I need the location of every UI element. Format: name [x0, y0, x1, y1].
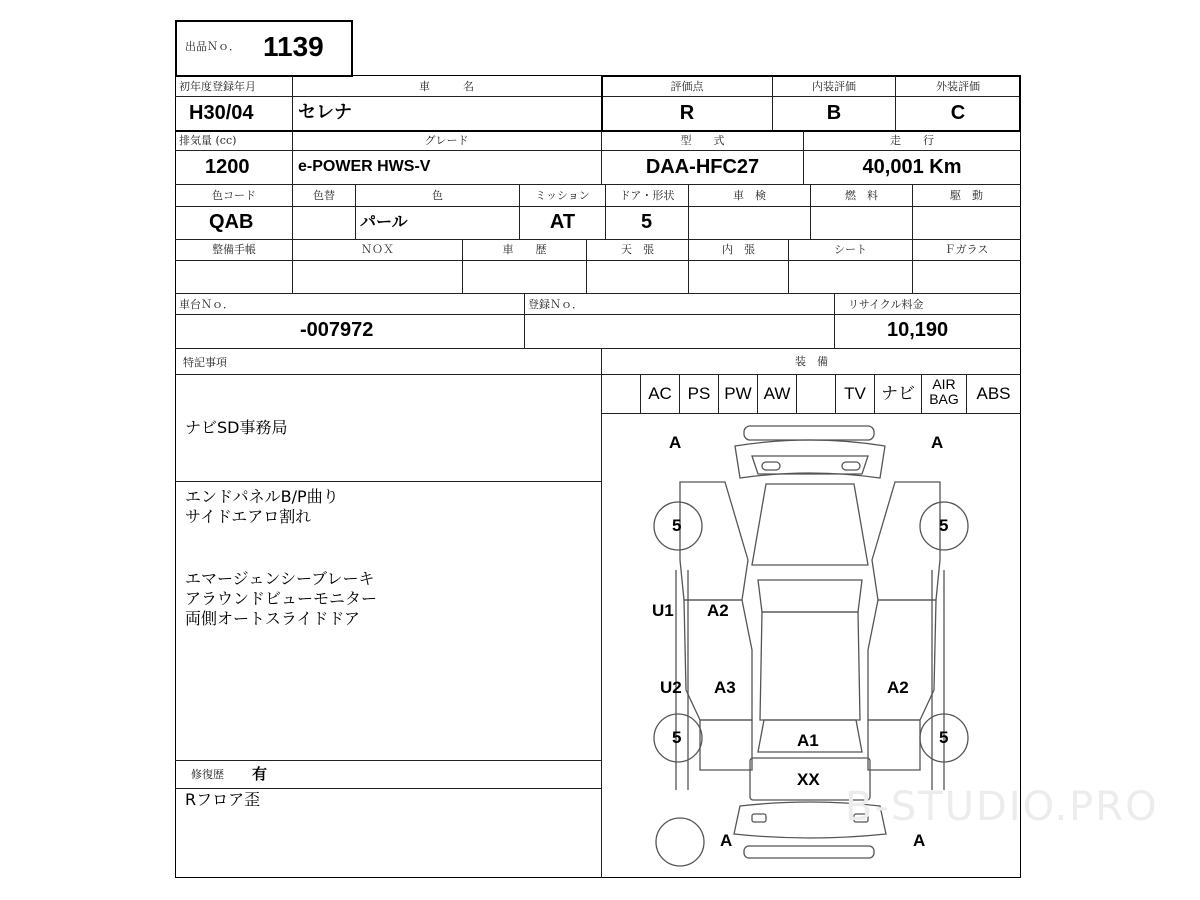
- remarks-line-5: アラウンドビューモニター: [185, 589, 378, 608]
- repair-label: 修復歴: [191, 768, 224, 781]
- door-shape-label: ドア・形状: [619, 189, 675, 202]
- reg-year-label: 初年度登録年月: [179, 80, 256, 93]
- mark-left-rear-door: U2: [660, 678, 682, 697]
- door-shape-value: 5: [641, 211, 653, 233]
- mark-left-rear-wheel: 5: [672, 728, 682, 747]
- color-code-value: QAB: [209, 211, 254, 233]
- mark-front-left: A: [669, 433, 682, 452]
- mark-left-rear-door-2: A3: [714, 678, 736, 697]
- fuel-label: 燃 料: [845, 189, 878, 202]
- ceiling-label: 天 張: [621, 243, 654, 256]
- remarks-line-4: エマージェンシーブレーキ: [185, 569, 375, 588]
- model-label: 型 式: [680, 134, 725, 147]
- equipment-tv: TV: [844, 384, 866, 403]
- mileage-value: 40,001 Km: [862, 156, 962, 178]
- transmission-label: ミッション: [535, 189, 590, 202]
- chassis-label: 車台Ｎｏ．: [179, 298, 234, 311]
- equipment-pw: PW: [724, 384, 752, 403]
- color-value: パール: [360, 212, 408, 231]
- mark-rear-right: A: [913, 831, 926, 850]
- transmission-value: AT: [549, 211, 576, 233]
- mark-left-front-door-2: A2: [707, 601, 729, 620]
- car-name-value: セレナ: [298, 102, 352, 123]
- interior-trim-label: 内 張: [722, 243, 755, 256]
- interior-label: 内装評価: [812, 80, 856, 93]
- chassis-value: -007972: [300, 319, 374, 341]
- equipment-navi: ナビ: [881, 384, 915, 403]
- grade-label: グレード: [424, 134, 469, 147]
- mark-left-front-door: U1: [652, 601, 674, 620]
- interior-value: B: [826, 102, 842, 124]
- inspection-label: 車 検: [733, 189, 766, 202]
- lot-number-label: 出品Ｎｏ．: [185, 40, 240, 53]
- grade-value: e-POWER HWS-V: [298, 158, 431, 175]
- remarks-line-6: 両側オートスライドドア: [185, 609, 360, 628]
- color-code-label: 色コード: [212, 189, 256, 202]
- glass-label: Ｆガラス: [944, 243, 989, 256]
- model-value: DAA-HFC27: [645, 156, 760, 178]
- eval-value: R: [679, 102, 695, 124]
- equipment-abs: ABS: [976, 384, 1011, 403]
- equipment-airbag: AIR BAG: [929, 376, 959, 407]
- repair-detail: Rフロア歪: [185, 790, 261, 809]
- mark-rear-window: A1: [797, 731, 819, 750]
- car-name-label: 車 名: [419, 80, 474, 93]
- lot-number-box: [175, 20, 353, 77]
- reg-year-value: H30/04: [189, 102, 254, 124]
- mark-right-front-wheel: 5: [939, 516, 949, 535]
- mark-rear-left: A: [720, 831, 733, 850]
- exterior-label: 外装評価: [936, 80, 980, 93]
- equipment-label: 装 備: [795, 355, 828, 368]
- repair-value: 有: [252, 765, 268, 783]
- registration-label: 登録Ｎｏ．: [528, 298, 583, 311]
- recycle-value: 10,190: [887, 319, 949, 341]
- eval-label: 評価点: [670, 80, 704, 93]
- mark-right-rear-door: A2: [887, 678, 909, 697]
- displacement-value: 1200: [205, 156, 250, 178]
- equipment-ps: PS: [687, 384, 711, 403]
- mark-left-front-wheel: 5: [672, 516, 682, 535]
- displacement-label: 排気量 (cc): [179, 134, 237, 147]
- drive-label: 駆 動: [950, 189, 983, 202]
- remarks-label: 特記事項: [183, 356, 227, 369]
- seat-label: シート: [834, 243, 867, 256]
- remarks-line-1: ナビSD事務局: [185, 418, 288, 437]
- exterior-value: C: [950, 102, 966, 124]
- mark-rear-panel: XX: [797, 770, 820, 789]
- equipment-ac: AC: [648, 384, 672, 403]
- equipment-aw: AW: [763, 384, 791, 403]
- nox-label: ＮＯＸ: [361, 243, 394, 256]
- lot-number: 1139: [263, 31, 324, 62]
- mark-right-rear-wheel: 5: [939, 728, 949, 747]
- mark-front-right: A: [931, 433, 944, 452]
- remarks-line-3: サイドエアロ割れ: [185, 507, 312, 526]
- service-book-label: 整備手帳: [212, 243, 256, 256]
- watermark: B-STUDIO.PRO: [845, 784, 1159, 830]
- recycle-label: リサイクル料金: [848, 298, 924, 311]
- mileage-label: 走 行: [890, 134, 934, 147]
- color-label: 色: [432, 189, 443, 202]
- color-change-label: 色替: [313, 189, 335, 202]
- remarks-line-2: エンドパネルB/P曲り: [185, 487, 339, 506]
- history-label: 車 歴: [502, 243, 547, 256]
